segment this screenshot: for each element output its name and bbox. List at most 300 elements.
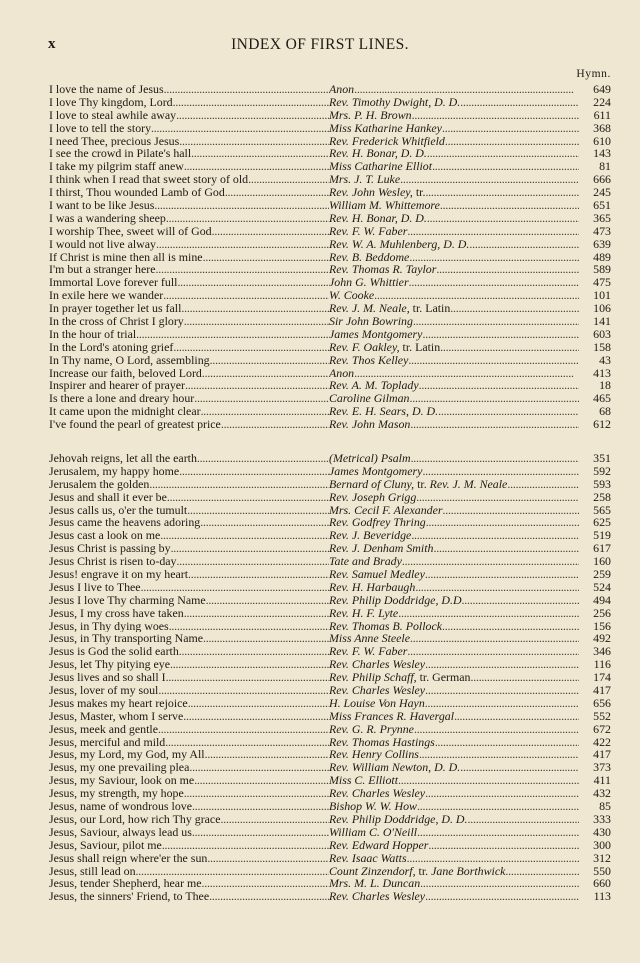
first-line-cell bbox=[49, 865, 329, 878]
index-entry bbox=[49, 877, 611, 890]
author-text: Rev. Henry Collins bbox=[329, 748, 419, 762]
first-line-cell bbox=[49, 516, 329, 529]
index-entry bbox=[49, 748, 611, 761]
author-cell bbox=[329, 392, 579, 405]
first-line-text: Jesus, merciful and mild bbox=[49, 735, 166, 749]
author-text: Rev. Godfrey Thring bbox=[329, 516, 426, 530]
author-cell bbox=[329, 238, 579, 251]
dot-leader bbox=[425, 658, 579, 671]
dot-leader bbox=[427, 212, 579, 225]
first-line-cell bbox=[49, 354, 329, 367]
first-line-cell bbox=[49, 697, 329, 710]
first-line-cell bbox=[49, 83, 329, 96]
dot-leader bbox=[425, 787, 579, 800]
first-line-cell bbox=[49, 212, 329, 225]
author-text: Rev. E. H. Sears, D. D. bbox=[329, 405, 439, 419]
dot-leader bbox=[438, 405, 579, 418]
author-text: Mrs. J. T. Luke bbox=[329, 173, 401, 187]
first-line-text: Jesus! engrave it on my heart bbox=[49, 568, 189, 581]
dot-leader bbox=[192, 826, 329, 839]
index-entry bbox=[49, 516, 611, 529]
first-line-cell bbox=[49, 379, 329, 392]
author-text: Rev. Timothy Dwight, D. D. bbox=[329, 95, 461, 109]
dot-leader bbox=[173, 341, 329, 354]
dot-leader bbox=[151, 122, 329, 135]
dot-leader bbox=[165, 736, 329, 749]
index-entry bbox=[49, 199, 611, 212]
dot-leader bbox=[248, 173, 329, 186]
author-text: Count Zinzendorf, bbox=[329, 864, 416, 878]
page-title: INDEX OF FIRST LINES. bbox=[231, 36, 409, 53]
first-line-text: Jesus calls us, o'er the tumult bbox=[49, 503, 188, 517]
author-cell bbox=[329, 491, 579, 504]
first-line-cell bbox=[49, 852, 329, 865]
author-cell bbox=[329, 109, 579, 122]
author-cell bbox=[329, 542, 579, 555]
dot-leader bbox=[194, 392, 329, 405]
dot-leader bbox=[202, 367, 329, 380]
dot-leader bbox=[221, 813, 330, 826]
page-header bbox=[0, 36, 640, 56]
author-text: Rev. J. M. Neale, bbox=[329, 302, 410, 316]
dot-leader bbox=[166, 671, 329, 684]
author-note: tr. German bbox=[416, 671, 471, 685]
author-text: Rev. William Newton, D. D. bbox=[329, 761, 461, 775]
hymn-number: 256 bbox=[593, 605, 611, 620]
hymn-number: 612 bbox=[593, 417, 611, 432]
author-text: Mrs. Cecil F. Alexander bbox=[329, 503, 443, 517]
first-line-cell bbox=[49, 173, 329, 186]
first-line-text: I've found the pearl of greatest price bbox=[49, 418, 221, 432]
author-text: William M. Whittemore bbox=[329, 199, 440, 212]
hymn-number: 617 bbox=[593, 541, 611, 556]
dot-leader bbox=[374, 289, 579, 302]
dot-leader bbox=[205, 748, 329, 761]
author-cell bbox=[329, 877, 579, 890]
hymn-number: 639 bbox=[593, 236, 611, 251]
author-text: Rev. H. F. Lyte bbox=[329, 606, 399, 620]
hymn-number: 368 bbox=[593, 120, 611, 135]
index-entry bbox=[49, 379, 611, 392]
first-line-cell bbox=[49, 748, 329, 761]
first-line-text: Jesus Christ is risen to-day bbox=[49, 555, 177, 569]
first-line-cell bbox=[49, 225, 329, 238]
first-line-cell bbox=[49, 302, 329, 315]
hymn-number: 524 bbox=[593, 579, 611, 594]
index-entry bbox=[49, 658, 611, 671]
index-entry bbox=[49, 341, 611, 354]
hymn-number: 651 bbox=[593, 198, 611, 213]
author-text: Bernard of Cluny, bbox=[329, 477, 415, 491]
dot-leader bbox=[419, 748, 579, 761]
dot-leader bbox=[177, 555, 330, 568]
dot-leader bbox=[155, 263, 329, 276]
hymn-number: 259 bbox=[593, 567, 611, 582]
index-entry bbox=[49, 452, 611, 465]
hymn-number: 312 bbox=[593, 850, 611, 865]
dot-leader bbox=[400, 173, 579, 186]
index-entry bbox=[49, 173, 611, 186]
first-line-cell bbox=[49, 632, 329, 645]
dot-leader bbox=[425, 697, 579, 710]
hymn-number: 625 bbox=[593, 515, 611, 530]
index-entry bbox=[49, 607, 611, 620]
author-text: (Metrical) Psalm bbox=[329, 452, 411, 465]
first-line-text: I would not live alway bbox=[49, 237, 156, 251]
author-text: Rev. F. W. Faber bbox=[329, 645, 408, 659]
author-cell bbox=[329, 697, 579, 710]
first-line-text: I love to tell the story bbox=[49, 121, 152, 135]
index-entry bbox=[49, 542, 611, 555]
author-cell bbox=[329, 379, 579, 392]
dot-leader bbox=[433, 542, 579, 555]
first-line-text: Jesus, my Saviour, look on me bbox=[49, 774, 195, 788]
first-line-text: Inspirer and hearer of prayer bbox=[49, 379, 186, 393]
dot-leader bbox=[154, 199, 329, 212]
hymn-number: 106 bbox=[593, 301, 611, 316]
dot-leader bbox=[189, 761, 329, 774]
first-line-text: Jesus makes my heart rejoice bbox=[49, 696, 188, 710]
dot-leader bbox=[442, 620, 579, 633]
index-entry bbox=[49, 315, 611, 328]
first-line-text: I'm but a stranger here bbox=[49, 263, 156, 277]
hymn-number: 430 bbox=[593, 824, 611, 839]
author-text: Rev. Samuel Medley bbox=[329, 568, 425, 581]
first-line-cell bbox=[49, 418, 329, 431]
hymn-number: 610 bbox=[593, 133, 611, 148]
author-cell bbox=[329, 122, 579, 135]
author-text: W. Cooke bbox=[329, 289, 375, 303]
first-line-cell bbox=[49, 542, 329, 555]
first-line-text: Jesus, my one prevailing plea bbox=[49, 761, 190, 775]
first-line-text: I think when I read that sweet story of old bbox=[49, 173, 249, 187]
author-cell bbox=[329, 787, 579, 800]
index-entry bbox=[49, 839, 611, 852]
first-line-cell bbox=[49, 465, 329, 478]
hymn-number: 158 bbox=[593, 339, 611, 354]
dot-leader bbox=[402, 555, 579, 568]
hymn-number: 422 bbox=[593, 734, 611, 749]
hymn-number: 224 bbox=[593, 94, 611, 109]
first-line-cell bbox=[49, 238, 329, 251]
dot-leader bbox=[411, 452, 579, 465]
dot-leader bbox=[460, 96, 579, 109]
hymn-number: 519 bbox=[593, 528, 611, 543]
dot-leader bbox=[209, 890, 329, 903]
first-line-text: I love to steal awhile away bbox=[49, 108, 177, 122]
author-cell bbox=[329, 315, 579, 328]
author-cell bbox=[329, 645, 579, 658]
author-text: Rev. Charles Wesley bbox=[329, 787, 426, 801]
first-line-text: I want to be like Jesus bbox=[49, 199, 155, 212]
first-line-text: Jesus is God the solid earth bbox=[49, 645, 179, 659]
author-cell bbox=[329, 813, 579, 826]
hymn-number: 656 bbox=[593, 695, 611, 710]
hymn-number: 489 bbox=[593, 249, 611, 264]
author-text: Rev. Frederick Whitfield bbox=[329, 134, 445, 148]
first-line-text: I love the name of Jesus bbox=[49, 83, 164, 96]
index-entry bbox=[49, 122, 611, 135]
dot-leader bbox=[414, 723, 579, 736]
hymn-number: 552 bbox=[593, 708, 611, 723]
first-line-text: Is there a lone and dreary hour bbox=[49, 392, 195, 406]
hymn-number: 43 bbox=[599, 352, 611, 367]
dot-leader bbox=[425, 890, 579, 903]
index-entry bbox=[49, 478, 611, 491]
dot-leader bbox=[179, 465, 329, 478]
first-line-cell bbox=[49, 800, 329, 813]
index-entry bbox=[49, 392, 611, 405]
first-line-cell bbox=[49, 658, 329, 671]
author-text: Rev. A. M. Toplady bbox=[329, 379, 419, 393]
hymn-number: 593 bbox=[593, 476, 611, 491]
author-cell bbox=[329, 328, 579, 341]
author-cell bbox=[329, 607, 579, 620]
index-entry bbox=[49, 736, 611, 749]
translator-text: Rev. J. M. Neale bbox=[429, 477, 508, 491]
first-line-text: In the cross of Christ I glory bbox=[49, 315, 184, 328]
dot-leader bbox=[136, 328, 329, 341]
first-line-cell bbox=[49, 341, 329, 354]
dot-leader bbox=[411, 529, 579, 542]
dot-leader bbox=[202, 877, 329, 890]
index-entry bbox=[49, 276, 611, 289]
dot-leader bbox=[442, 122, 579, 135]
dot-leader bbox=[462, 594, 579, 607]
author-text: Mrs. P. H. Brown bbox=[329, 108, 412, 122]
author-text: Rev. Philip Schaff, bbox=[329, 671, 417, 685]
dot-leader bbox=[426, 516, 579, 529]
first-line-text: I see the crowd in Pilate's hall bbox=[49, 147, 192, 161]
index-entry bbox=[49, 761, 611, 774]
hymn-number: 417 bbox=[593, 747, 611, 762]
hymn-number: 143 bbox=[593, 146, 611, 161]
author-text: James Montgomery bbox=[329, 464, 423, 478]
first-line-cell bbox=[49, 186, 329, 199]
hymn-number: 141 bbox=[593, 314, 611, 329]
first-line-text: Jesus, my Lord, my God, my All bbox=[49, 748, 205, 762]
dot-leader bbox=[417, 800, 579, 813]
author-cell bbox=[329, 671, 579, 684]
first-line-cell bbox=[49, 568, 329, 581]
hymn-number: 649 bbox=[593, 82, 611, 96]
first-line-cell bbox=[49, 877, 329, 890]
dot-leader bbox=[184, 607, 329, 620]
index-entry bbox=[49, 418, 611, 431]
first-line-text: Jesus lives and so shall I bbox=[49, 671, 166, 685]
index-entry bbox=[49, 529, 611, 542]
first-line-text: Jesus, my strength, my hope bbox=[49, 787, 184, 801]
hymn-number: 160 bbox=[593, 554, 611, 569]
dot-leader bbox=[445, 135, 579, 148]
dot-leader bbox=[185, 379, 329, 392]
dot-leader bbox=[183, 710, 329, 723]
author-cell bbox=[329, 658, 579, 671]
author-cell bbox=[329, 405, 579, 418]
first-line-cell bbox=[49, 478, 329, 491]
author-text: Rev. H. Harbaugh bbox=[329, 580, 416, 594]
author-cell bbox=[329, 852, 579, 865]
dot-leader bbox=[136, 865, 329, 878]
index-entry bbox=[49, 160, 611, 173]
index-entry bbox=[49, 852, 611, 865]
author-cell bbox=[329, 212, 579, 225]
index-entry bbox=[49, 251, 611, 264]
dot-leader bbox=[173, 96, 329, 109]
dot-leader bbox=[171, 542, 329, 555]
index-entry bbox=[49, 774, 611, 787]
author-cell bbox=[329, 826, 579, 839]
author-cell bbox=[329, 367, 579, 380]
dot-leader bbox=[225, 186, 329, 199]
first-line-text: Jesus I love Thy charming Name bbox=[49, 593, 206, 607]
hymn-number: 603 bbox=[593, 326, 611, 341]
hymn-number: 494 bbox=[593, 592, 611, 607]
index-entry bbox=[49, 865, 611, 878]
dot-leader bbox=[398, 774, 579, 787]
hymn-number: 666 bbox=[593, 172, 611, 187]
first-line-text: In the Lord's atoning grief bbox=[49, 340, 174, 354]
first-line-cell bbox=[49, 620, 329, 633]
index-entry bbox=[49, 632, 611, 645]
dot-leader bbox=[410, 418, 579, 431]
dot-leader bbox=[156, 238, 329, 251]
hymn-number: 672 bbox=[593, 721, 611, 736]
author-cell bbox=[329, 173, 579, 186]
first-line-cell bbox=[49, 405, 329, 418]
hymn-number: 245 bbox=[593, 185, 611, 200]
author-cell bbox=[329, 478, 579, 491]
first-line-cell bbox=[49, 581, 329, 594]
dot-leader bbox=[200, 516, 329, 529]
author-text: Rev. H. Bonar, D. D. bbox=[329, 211, 427, 225]
author-cell bbox=[329, 418, 579, 431]
author-cell bbox=[329, 632, 579, 645]
author-text: Rev. J. Denham Smith bbox=[329, 542, 434, 556]
first-line-cell bbox=[49, 710, 329, 723]
dot-leader bbox=[419, 379, 579, 392]
first-line-text: Jesus and shall it ever be bbox=[49, 490, 167, 504]
first-line-cell bbox=[49, 813, 329, 826]
first-line-cell bbox=[49, 723, 329, 736]
dot-leader bbox=[164, 83, 329, 96]
dot-leader bbox=[158, 723, 329, 736]
first-line-cell bbox=[49, 890, 329, 903]
first-line-cell bbox=[49, 251, 329, 264]
first-line-cell bbox=[49, 839, 329, 852]
first-line-cell bbox=[49, 529, 329, 542]
dot-leader bbox=[409, 276, 579, 289]
author-text: John G. Whittier bbox=[329, 276, 409, 290]
author-cell bbox=[329, 147, 579, 160]
author-cell bbox=[329, 289, 579, 302]
hymn-number: 365 bbox=[593, 210, 611, 225]
index-entry bbox=[49, 787, 611, 800]
author-cell bbox=[329, 135, 579, 148]
dot-leader bbox=[179, 135, 329, 148]
first-line-text: Jesus, lover of my soul bbox=[49, 684, 159, 697]
first-line-text: I love Thy kingdom, Lord bbox=[49, 95, 173, 109]
dot-leader bbox=[407, 225, 579, 238]
author-text: James Montgomery bbox=[329, 327, 423, 341]
author-note: tr. Latin bbox=[399, 340, 441, 354]
hymn-number: 465 bbox=[593, 391, 611, 406]
author-cell bbox=[329, 568, 579, 581]
dot-leader bbox=[410, 632, 579, 645]
dot-leader bbox=[425, 186, 579, 199]
author-cell bbox=[329, 620, 579, 633]
hymn-number: 550 bbox=[593, 863, 611, 878]
index-entry bbox=[49, 697, 611, 710]
dot-leader bbox=[201, 405, 329, 418]
author-text: Miss Katharine Hankey bbox=[329, 121, 442, 135]
index-entry bbox=[49, 594, 611, 607]
dot-leader bbox=[188, 697, 329, 710]
dot-leader bbox=[163, 289, 329, 302]
dot-leader bbox=[194, 774, 329, 787]
first-line-text: Jerusalem, my happy home bbox=[49, 464, 180, 478]
author-text: Rev. H. Bonar, D. D. bbox=[329, 147, 427, 161]
author-text: Anon bbox=[329, 366, 355, 380]
index-entry bbox=[49, 504, 611, 517]
hymn-number: 473 bbox=[593, 223, 611, 238]
first-line-text: Jesus Christ is passing by bbox=[49, 542, 171, 556]
first-line-text: Jesus, Saviour, always lead us bbox=[49, 825, 192, 839]
first-line-cell bbox=[49, 289, 329, 302]
author-cell bbox=[329, 800, 579, 813]
author-text: Rev. Philip Doddridge, D. D. bbox=[329, 812, 468, 826]
index-entry bbox=[49, 328, 611, 341]
first-line-cell bbox=[49, 504, 329, 517]
first-line-text: In prayer together let us fall bbox=[49, 302, 182, 316]
dot-leader bbox=[425, 684, 579, 697]
dot-leader bbox=[158, 684, 329, 697]
dot-leader bbox=[192, 800, 329, 813]
hymn-number: 333 bbox=[593, 811, 611, 826]
index-entry bbox=[49, 684, 611, 697]
first-line-text: I need Thee, precious Jesus bbox=[49, 134, 180, 148]
first-line-cell bbox=[49, 594, 329, 607]
index-entry bbox=[49, 109, 611, 122]
dot-leader bbox=[181, 302, 329, 315]
dot-leader bbox=[160, 529, 329, 542]
hymn-number: 373 bbox=[593, 760, 611, 775]
dot-leader bbox=[469, 238, 579, 251]
first-line-text: If Christ is mine then all is mine bbox=[49, 250, 203, 264]
dot-leader bbox=[415, 581, 579, 594]
dot-leader bbox=[184, 160, 329, 173]
first-line-cell bbox=[49, 160, 329, 173]
author-note: tr. bbox=[412, 186, 426, 200]
dot-leader bbox=[197, 452, 329, 465]
first-line-cell bbox=[49, 109, 329, 122]
dot-leader bbox=[184, 787, 329, 800]
hymn-number: 101 bbox=[593, 288, 611, 303]
dot-leader bbox=[460, 761, 579, 774]
first-line-cell bbox=[49, 199, 329, 212]
first-line-cell bbox=[49, 684, 329, 697]
dot-leader bbox=[507, 478, 579, 491]
index-entry bbox=[49, 813, 611, 826]
hymn-number: 68 bbox=[599, 404, 611, 419]
dot-leader bbox=[179, 645, 329, 658]
first-line-text: Jesus, Saviour, pilot me bbox=[49, 838, 162, 852]
first-line-text: Jesus, meek and gentle bbox=[49, 722, 158, 736]
index-entry bbox=[49, 465, 611, 478]
dot-leader bbox=[417, 826, 579, 839]
first-line-text: Jesus, let Thy pitying eye bbox=[49, 658, 170, 672]
first-line-text: Jesus shall reign where'er the sun bbox=[49, 851, 208, 865]
